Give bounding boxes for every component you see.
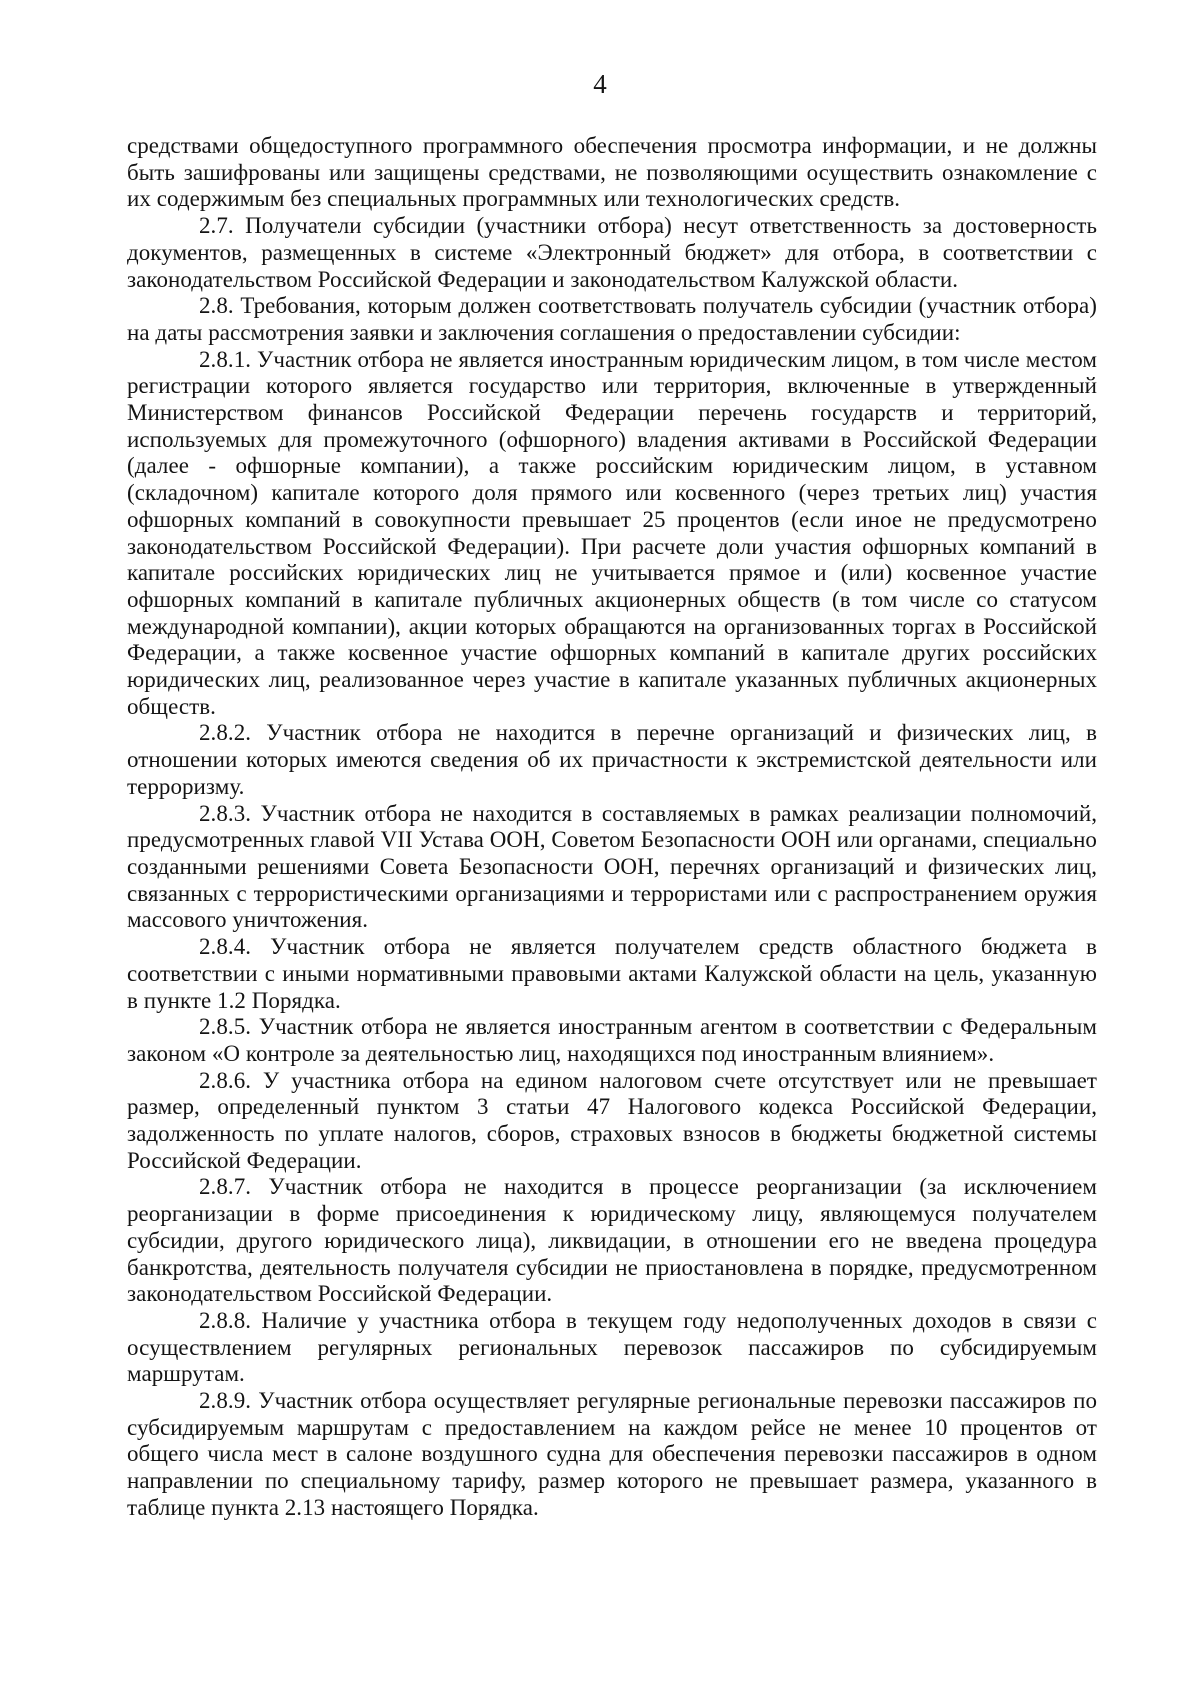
page-number: 4 bbox=[593, 69, 607, 99]
paragraph-2-8-3: 2.8.3. Участник отбора не находится в составляемых в рамках реализации полномочий, предусмотренных главой VII Устава ООН, Советом Безопасности ООН или органами, специально созданными решениями Совета Безопасности ООН, перечнях организаций и физических лиц, связанных с террористическими организациями и террористами или с распространением оружия массового уничтожения. bbox=[127, 800, 1097, 933]
paragraph-2-8-6: 2.8.6. У участника отбора на едином налоговом счете отсутствует или не превышает размер, определенный пунктом 3 статьи 47 Налогового кодекса Российской Федерации, задолженность по уплате налогов, сборов, страховых взносов в бюджеты бюджетной системы Российской Федерации. bbox=[127, 1067, 1097, 1173]
paragraph-2-8-2: 2.8.2. Участник отбора не находится в перечне организаций и физических лиц, в отношении которых имеются сведения об их причастности к экстремистской деятельности или терроризму. bbox=[127, 720, 1097, 799]
document-body bbox=[127, 133, 1097, 1522]
paragraph-continuation: средствами общедоступного программного обеспечения просмотра информации, и не должны быть зашифрованы или защищены средствами, не позволяющими осуществить ознакомление с их содержимым без специальных программных или технологических средств. bbox=[127, 133, 1097, 212]
paragraph-2-7: 2.7. Получатели субсидии (участники отбора) несут ответственность за достоверность документов, размещенных в системе «Электронный бюджет» для отбора, в соответствии с законодательством Российской Федерации и законодательством Калужской области. bbox=[127, 213, 1097, 292]
paragraph-2-8-5: 2.8.5. Участник отбора не является иностранным агентом в соответствии с Федеральным законом «О контроле за деятельностью лиц, находящихся под иностранным влиянием». bbox=[127, 1014, 1097, 1066]
paragraph-2-8-1: 2.8.1. Участник отбора не является иностранным юридическим лицом, в том числе местом регистрации которого является государство или территория, включенные в утвержденный Министерством финансов Российской Федерации перечень государств и территорий, используемых для промежуточного (офшорного) владения активами в Российской Федерации (далее - офшорные компании), а также российским юридическим лицом, в уставном (складочном) капитале которого доля прямого или косвенного (через третьих лиц) участия офшорных компаний в совокупности превышает 25 процентов (если иное не предусмотрено законодательством Российской Федерации). При расчете доли участия офшорных компаний в капитале российских юридических лиц не учитывается прямое и (или) косвенное участие офшорных компаний в капитале публичных акционерных обществ (в том числе со статусом международной компании), акции которых обращаются на организованных торгах в Российской Федерации, а также косвенное участие офшорных компаний в капитале других российских юридических лиц, реализованное через участие в капитале указанных публичных акционерных обществ. bbox=[127, 346, 1097, 719]
paragraph-2-8-7: 2.8.7. Участник отбора не находится в процессе реорганизации (за исключением реорганизации в форме присоединения к юридическому лицу, являющемуся получателем субсидии, другого юридического лица), ликвидации, в отношении его не введена процедура банкротства, деятельность получателя субсидии не приостановлена в порядке, предусмотренном законодательством Российской Федерации. bbox=[127, 1174, 1097, 1307]
paragraph-2-8-8: 2.8.8. Наличие у участника отбора в текущем году недополученных доходов в связи с осуществлением регулярных региональных перевозок пассажиров по субсидируемым маршрутам. bbox=[127, 1307, 1097, 1387]
paragraph-2-8-9: 2.8.9. Участник отбора осуществляет регулярные региональные перевозки пассажиров по субсидируемым маршрутам с предоставлением на каждом рейсе не менее 10 процентов от общего числа мест в салоне воздушного судна для обеспечения перевозки пассажиров в одном направлении по специальному тарифу, размер которого не превышает размера, указанного в таблице пункта 2.13 настоящего Порядка. bbox=[127, 1388, 1097, 1520]
paragraph-2-8-4: 2.8.4. Участник отбора не является получателем средств областного бюджета в соответствии с иными нормативными правовыми актами Калужской области на цель, указанную в пункте 1.2 Порядка. bbox=[127, 934, 1097, 1013]
paragraph-2-8: 2.8. Требования, которым должен соответствовать получатель субсидии (участник отбора) на даты рассмотрения заявки и заключения соглашения о предоставлении субсидии: bbox=[127, 293, 1097, 345]
